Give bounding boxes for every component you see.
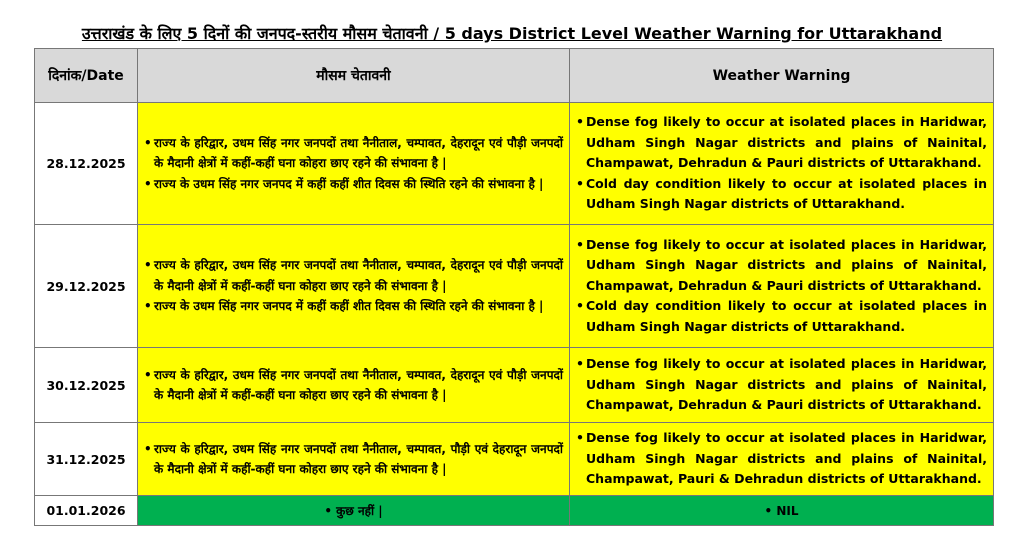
hindi-warning-cell xyxy=(138,348,570,423)
warning-item: • राज्य के उधम सिंह नगर जनपद में कहीं कहीं शीत दिवस की स्थिति रहने की संभावना है | xyxy=(154,174,563,195)
table-header-row xyxy=(35,49,994,103)
table-row xyxy=(35,225,994,348)
warning-item: • राज्य के हरिद्वार, उधम सिंह नगर जनपदों तथा नैनीताल, चम्पावत, देहरादून एवं पौड़ी जनपदों के मैदानी क्षेत्रों में कहीं-कहीं घना कोहरा छाए रहने की संभावना है | xyxy=(154,365,563,406)
warning-item: • Dense fog likely to occur at isolated places in Haridwar, Udham Singh Nagar districts and plains of Nainital, Champawat, Pauri & Dehradun districts of Uttarakhand. xyxy=(586,428,987,490)
english-warning-cell xyxy=(570,423,994,496)
row-date: 01.01.2026 xyxy=(35,496,138,526)
warning-item: • राज्य के हरिद्वार, उधम सिंह नगर जनपदों तथा नैनीताल, चम्पावत, देहरादून एवं पौड़ी जनपदों के मैदानी क्षेत्रों में कहीं-कहीं घना कोहरा छाए रहने की संभावना है | xyxy=(154,255,563,296)
warning-item: • Dense fog likely to occur at isolated places in Haridwar, Udham Singh Nagar districts and plains of Nainital, Champawat, Dehradun & Pauri districts of Uttarakhand. xyxy=(586,112,987,174)
row-date: 31.12.2025 xyxy=(35,423,138,496)
table-row xyxy=(35,423,994,496)
hindi-warning-cell xyxy=(138,225,570,348)
warning-item: • राज्य के उधम सिंह नगर जनपद में कहीं कहीं शीत दिवस की स्थिति रहने की संभावना है | xyxy=(154,296,563,317)
table-row xyxy=(35,348,994,423)
english-nil-cell: • NIL xyxy=(570,496,994,526)
english-warning-cell xyxy=(570,103,994,225)
header-english-warning: Weather Warning xyxy=(570,49,994,103)
hindi-warning-cell xyxy=(138,103,570,225)
warning-item: • Cold day condition likely to occur at isolated places in Udham Singh Nagar districts of Uttarakhand. xyxy=(586,296,987,337)
header-date: दिनांक/Date xyxy=(35,49,138,103)
row-date: 29.12.2025 xyxy=(35,225,138,348)
warning-item: • Dense fog likely to occur at isolated places in Haridwar, Udham Singh Nagar districts and plains of Nainital, Champawat, Dehradun & Pauri districts of Uttarakhand. xyxy=(586,235,987,297)
warning-item: • राज्य के हरिद्वार, उधम सिंह नगर जनपदों तथा नैनीताल, चम्पावत, देहरादून एवं पौड़ी जनपदों के मैदानी क्षेत्रों में कहीं-कहीं घना कोहरा छाए रहने की संभावना है | xyxy=(154,133,563,174)
warning-item: • राज्य के हरिद्वार, उधम सिंह नगर जनपदों तथा नैनीताल, चम्पावत, पौड़ी एवं देहरादून जनपदों के मैदानी क्षेत्रों में कहीं-कहीं घना कोहरा छाए रहने की संभावना है | xyxy=(154,439,563,480)
warning-table xyxy=(34,48,994,526)
table-row xyxy=(35,496,994,526)
header-hindi-warning: मौसम चेतावनी xyxy=(138,49,570,103)
hindi-warning-cell xyxy=(138,423,570,496)
hindi-nil-cell: • कुछ नहीं | xyxy=(138,496,570,526)
table-row xyxy=(35,103,994,225)
page-title: उत्तराखंड के लिए 5 दिनों की जनपद-स्तरीय मौसम चेतावनी / 5 days District Level Weather Warning for Uttarakhand xyxy=(81,24,943,43)
english-warning-cell xyxy=(570,225,994,348)
english-warning-cell xyxy=(570,348,994,423)
warning-item: • Dense fog likely to occur at isolated places in Haridwar, Udham Singh Nagar districts and plains of Nainital, Champawat, Dehradun & Pauri districts of Uttarakhand. xyxy=(586,354,987,416)
row-date: 28.12.2025 xyxy=(35,103,138,225)
row-date: 30.12.2025 xyxy=(35,348,138,423)
warning-item: • Cold day condition likely to occur at isolated places in Udham Singh Nagar districts of Uttarakhand. xyxy=(586,174,987,215)
